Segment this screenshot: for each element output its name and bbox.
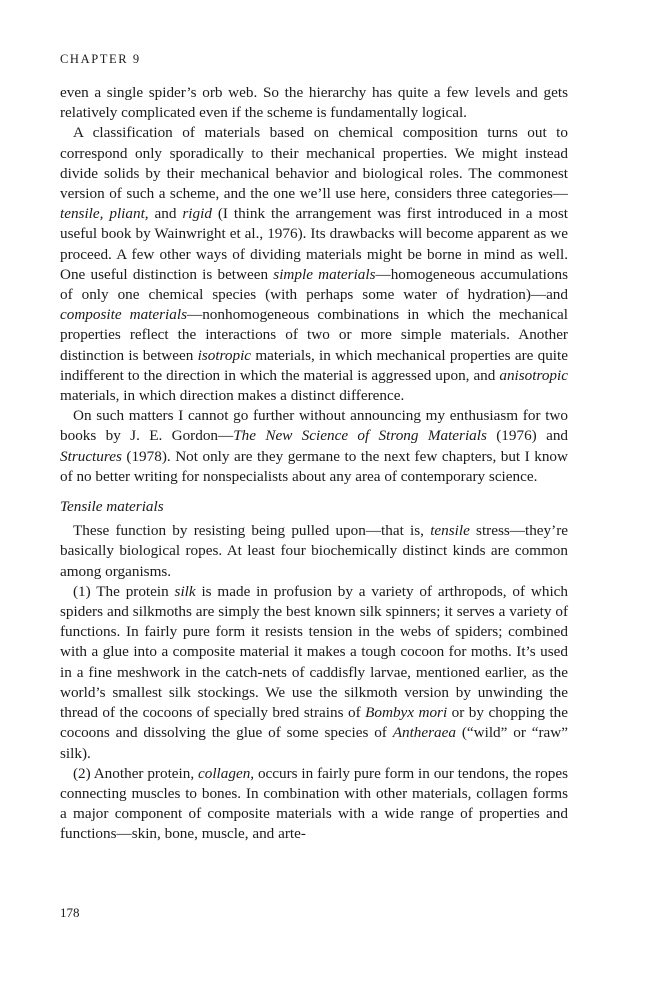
paragraph-5 — [60, 582, 568, 764]
book-title-new-science: The New Science of Strong Materials — [233, 427, 487, 445]
page-number: 178 — [60, 905, 80, 920]
paragraph-2-run: materials, in which direction makes a distinct difference. — [60, 387, 405, 405]
term-simple-materials: simple materials — [273, 265, 376, 283]
section-heading: Tensile materials — [60, 498, 164, 516]
term-anisotropic: anisotropic — [499, 366, 568, 384]
term-composite-materials: composite materials — [60, 306, 187, 324]
paragraph-3-run: (1978). Not only are they germane to the next few chapters, but I know of no better writing for nonspecialists about any area of contemporary science. — [60, 447, 568, 485]
paragraph-5-run: (1) The protein — [73, 582, 175, 600]
paragraph-2-run: and — [148, 205, 183, 223]
book-page — [60, 52, 568, 845]
paragraph-5-run: or by chopping the cocoons and dissolving the glue of some species of — [60, 704, 569, 742]
paragraph-5-run: is made in profusion by a variety of arthropods, of which spiders and silkmoths are simply the best known silk spinners; it serves a variety of functions. In fairly pure form it resists tension in the webs of spiders; combined with a glue into a composite material it makes a tough cocoon for moths. It’s used in a fine meshwork in the catch-nets of caddisfly larvae, mentioned earlier, as the world’s smallest silk stockings. We use the silkmoth version by unwinding the thread of the cocoons of specially bred strains of — [60, 582, 568, 722]
paragraph-6 — [60, 764, 568, 845]
paragraph-1-text: even a single spider’s orb web. So the hierarchy has quite a few levels and gets relatively complicated even if the scheme is fundamentally logical. — [60, 84, 568, 122]
term-rigid: rigid — [182, 205, 212, 223]
term-tensile: tensile — [430, 522, 470, 540]
term-tensile-pliant: tensile, pliant, — [60, 205, 149, 223]
paragraph-4-run: stress—they’re basically biological ropes. At least four biochemically distinct kinds are common among organisms. — [60, 522, 568, 580]
term-silk: silk — [174, 582, 196, 600]
body-text — [60, 83, 568, 845]
running-head: CHAPTER 9 — [60, 52, 141, 66]
genus-antheraea: Antheraea — [392, 724, 456, 742]
paragraph-2-run: A classification of materials based on chemical composition turns out to correspond only sporadically to their mechanical properties. We might instead divide solids by their mechanical behavior and biological roles. The commonest version of such a scheme, and the one we’ll use here, considers three categories— — [60, 124, 568, 203]
paragraph-2 — [60, 123, 568, 406]
book-title-structures: Structures — [60, 447, 122, 465]
paragraph-2-run: —nonhomogeneous combinations in which the mechanical properties reflect the interactions of two or more simple materials. Another distinction is between — [60, 306, 568, 364]
paragraph-3 — [60, 406, 568, 487]
paragraph-2-run: (I think the arrangement was first introduced in a most useful book by Wainwright et al., 1976). Its drawbacks will become apparent as we proceed. A few other ways of dividing materials might be borne in mind as well. One useful distinction is between — [60, 205, 568, 283]
paragraph-3-run: (1976) and — [486, 427, 569, 445]
paragraph-4 — [60, 521, 568, 582]
paragraph-6-run: occurs in fairly pure form in our tendons, the ropes connecting muscles to bones. In combination with other materials, collagen forms a major component of composite materials with a wide range of properties and functions—skin, bone, muscle, and arte- — [60, 764, 568, 843]
paragraph-6-run: (2) Another protein, — [73, 764, 198, 782]
paragraph-4-run: These function by resisting being pulled upon—that is, — [73, 522, 431, 540]
paragraph-2-run: —homogeneous accumulations of only one chemical species (with perhaps some water of hydration)—and — [60, 265, 568, 304]
paragraph-1 — [60, 83, 568, 123]
paragraph-5-run: (“wild” or “raw” silk). — [60, 724, 568, 762]
term-isotropic: isotropic — [197, 346, 252, 364]
paragraph-2-run: materials, in which mechanical properties are quite indifferent to the direction in which the material is aggressed upon, and — [60, 346, 568, 384]
paragraph-3-run: On such matters I cannot go further without announcing my enthusiasm for two books by J. E. Gordon— — [60, 407, 568, 445]
term-collagen: collagen, — [198, 764, 255, 782]
species-bombyx-mori: Bombyx mori — [365, 704, 448, 722]
